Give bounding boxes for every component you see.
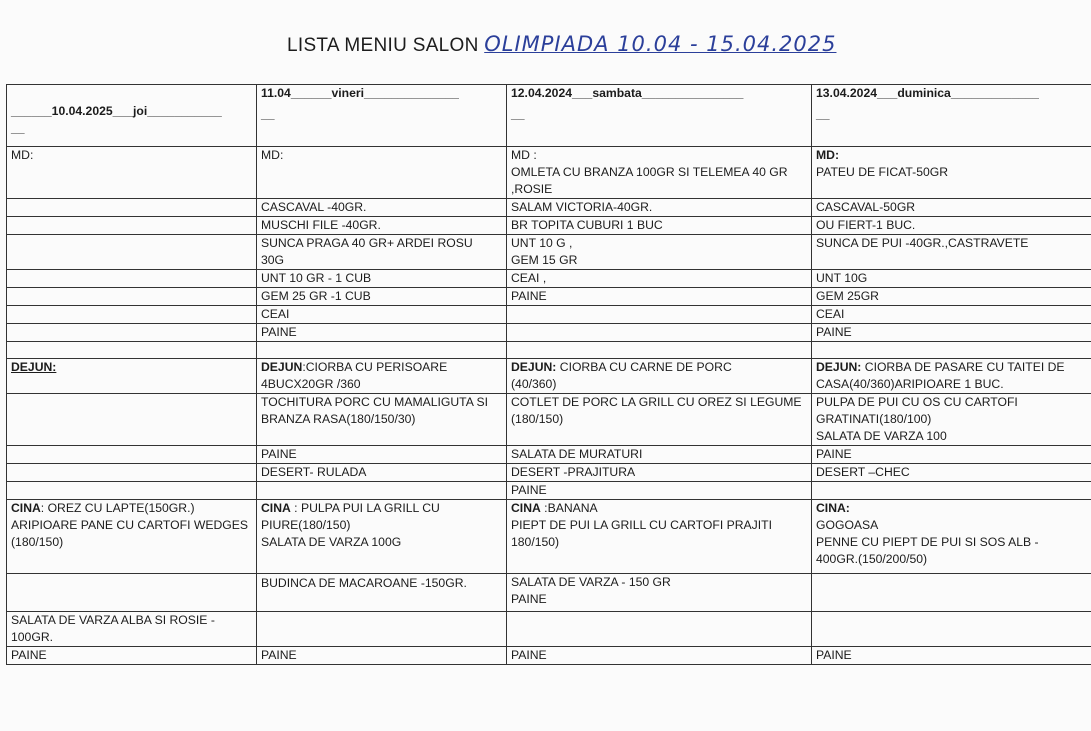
table-cell: PAINE <box>257 446 507 464</box>
table-cell <box>7 482 257 500</box>
table-cell <box>507 612 812 647</box>
table-row <box>7 446 1091 464</box>
table-cell: CEAI <box>257 306 507 324</box>
lunch-label: DEJUN: <box>7 359 257 394</box>
table-cell <box>7 394 257 446</box>
table-cell <box>7 574 257 612</box>
table-cell <box>7 342 257 359</box>
table-cell <box>257 612 507 647</box>
table-cell <box>812 482 1091 500</box>
table-cell <box>7 464 257 482</box>
table-cell: DESERT- RULADA <box>257 464 507 482</box>
table-cell: COTLET DE PORC LA GRILL CU OREZ SI LEGUME (180/150) <box>507 394 812 446</box>
table-row <box>7 394 1091 446</box>
table-cell: GEM 25GR <box>812 288 1091 306</box>
table-cell: CEAI , <box>507 270 812 288</box>
menu-table <box>6 84 1091 665</box>
dinner-cell: CINA : PULPA PUI LA GRILL CU PIURE(180/150) SALATA DE VARZA 100G <box>257 500 507 574</box>
table-row <box>7 288 1091 306</box>
table-cell: BR TOPITA CUBURI 1 BUC <box>507 217 812 235</box>
table-cell: CEAI <box>812 306 1091 324</box>
table-cell: SALATA DE MURATURI <box>507 446 812 464</box>
table-row <box>7 306 1091 324</box>
table-cell: UNT 10G <box>812 270 1091 288</box>
lunch-cell: DEJUN: CIORBA DE PASARE CU TAITEI DE CASA(40/360)ARIPIOARE 1 BUC. <box>812 359 1091 394</box>
table-cell: BUDINCA DE MACAROANE -150GR. <box>257 574 507 612</box>
table-cell <box>7 217 257 235</box>
breakfast-label: MD: <box>257 147 507 199</box>
table-row <box>7 270 1091 288</box>
table-cell: SALATA DE VARZA ALBA SI ROSIE - 100GR. <box>7 612 257 647</box>
table-row <box>7 199 1091 217</box>
table-cell: DESERT -PRAJITURA <box>507 464 812 482</box>
table-cell: SALAM VICTORIA-40GR. <box>507 199 812 217</box>
table-cell <box>812 612 1091 647</box>
dinner-cell: CINA :BANANA PIEPT DE PUI LA GRILL CU CARTOFI PRAJITI 180/150) <box>507 500 812 574</box>
table-cell <box>507 342 812 359</box>
table-cell: UNT 10 GR - 1 CUB <box>257 270 507 288</box>
lunch-cell: DEJUN: CIORBA CU CARNE DE PORC (40/360) <box>507 359 812 394</box>
table-cell: UNT 10 G , GEM 15 GR <box>507 235 812 270</box>
page-title <box>287 32 836 57</box>
table-row <box>7 324 1091 342</box>
title-printed: LISTA MENIU SALON <box>287 35 485 56</box>
header-day-3: 12.04.2024___sambata_______________ __ <box>507 85 812 147</box>
lunch-cell: DEJUN:CIORBA CU PERISOARE 4BUCX20GR /360 <box>257 359 507 394</box>
table-cell <box>812 574 1091 612</box>
header-day-2: 11.04______vineri______________ __ <box>257 85 507 147</box>
table-cell: SUNCA DE PUI -40GR.,CASTRAVETE <box>812 235 1091 270</box>
table-cell: SUNCA PRAGA 40 GR+ ARDEI ROSU 30G <box>257 235 507 270</box>
table-row <box>7 342 1091 359</box>
table-cell <box>257 342 507 359</box>
table-cell <box>7 324 257 342</box>
header-day-4: 13.04.2024___duminica_____________ __ <box>812 85 1091 147</box>
table-row <box>7 612 1091 647</box>
table-cell: MUSCHI FILE -40GR. <box>257 217 507 235</box>
table-cell <box>812 342 1091 359</box>
table-cell: PAINE <box>812 647 1091 665</box>
table-cell <box>507 306 812 324</box>
table-cell: PAINE <box>507 482 812 500</box>
table-cell: TOCHITURA PORC CU MAMALIGUTA SI BRANZA RASA(180/150/30) <box>257 394 507 446</box>
table-cell: PAINE <box>507 288 812 306</box>
table-cell <box>7 199 257 217</box>
table-cell <box>7 270 257 288</box>
table-row <box>7 574 1091 612</box>
breakfast-cell: MD: PATEU DE FICAT-50GR <box>812 147 1091 199</box>
table-row <box>7 359 1091 394</box>
header-day-1: ______10.04.2025___joi___________ __ <box>7 85 257 147</box>
table-row <box>7 147 1091 199</box>
table-cell <box>257 482 507 500</box>
breakfast-label: MD: <box>7 147 257 199</box>
table-header-row <box>7 85 1091 147</box>
table-cell: CASCAVAL -40GR. <box>257 199 507 217</box>
table-cell: GEM 25 GR -1 CUB <box>257 288 507 306</box>
table-cell: CASCAVAL-50GR <box>812 199 1091 217</box>
table-cell: PULPA DE PUI CU OS CU CARTOFI GRATINATI(180/100) SALATA DE VARZA 100 <box>812 394 1091 446</box>
table-cell <box>7 446 257 464</box>
table-cell: PAINE <box>812 446 1091 464</box>
table-cell: PAINE <box>812 324 1091 342</box>
table-cell <box>7 235 257 270</box>
table-row <box>7 464 1091 482</box>
dinner-cell: CINA: OREZ CU LAPTE(150GR.) ARIPIOARE PANE CU CARTOFI WEDGES (180/150) <box>7 500 257 574</box>
title-handwritten: OLIMPIADA 10.04 - 15.04.2025 <box>484 32 837 56</box>
table-row <box>7 217 1091 235</box>
table-row <box>7 647 1091 665</box>
table-row <box>7 235 1091 270</box>
table-cell: PAINE <box>257 324 507 342</box>
dinner-cell: CINA: GOGOASA PENNE CU PIEPT DE PUI SI SOS ALB - 400GR.(150/200/50) <box>812 500 1091 574</box>
table-cell: PAINE <box>257 647 507 665</box>
table-cell <box>7 288 257 306</box>
table-cell: PAINE <box>7 647 257 665</box>
table-cell <box>507 324 812 342</box>
breakfast-cell: MD : OMLETA CU BRANZA 100GR SI TELEMEA 40 GR ,ROSIE <box>507 147 812 199</box>
table-row <box>7 482 1091 500</box>
table-row <box>7 500 1091 574</box>
table-cell: PAINE <box>507 647 812 665</box>
table-cell: DESERT –CHEC <box>812 464 1091 482</box>
table-cell: OU FIERT-1 BUC. <box>812 217 1091 235</box>
table-cell: SALATA DE VARZA - 150 GR PAINE <box>507 574 812 612</box>
table-cell <box>7 306 257 324</box>
